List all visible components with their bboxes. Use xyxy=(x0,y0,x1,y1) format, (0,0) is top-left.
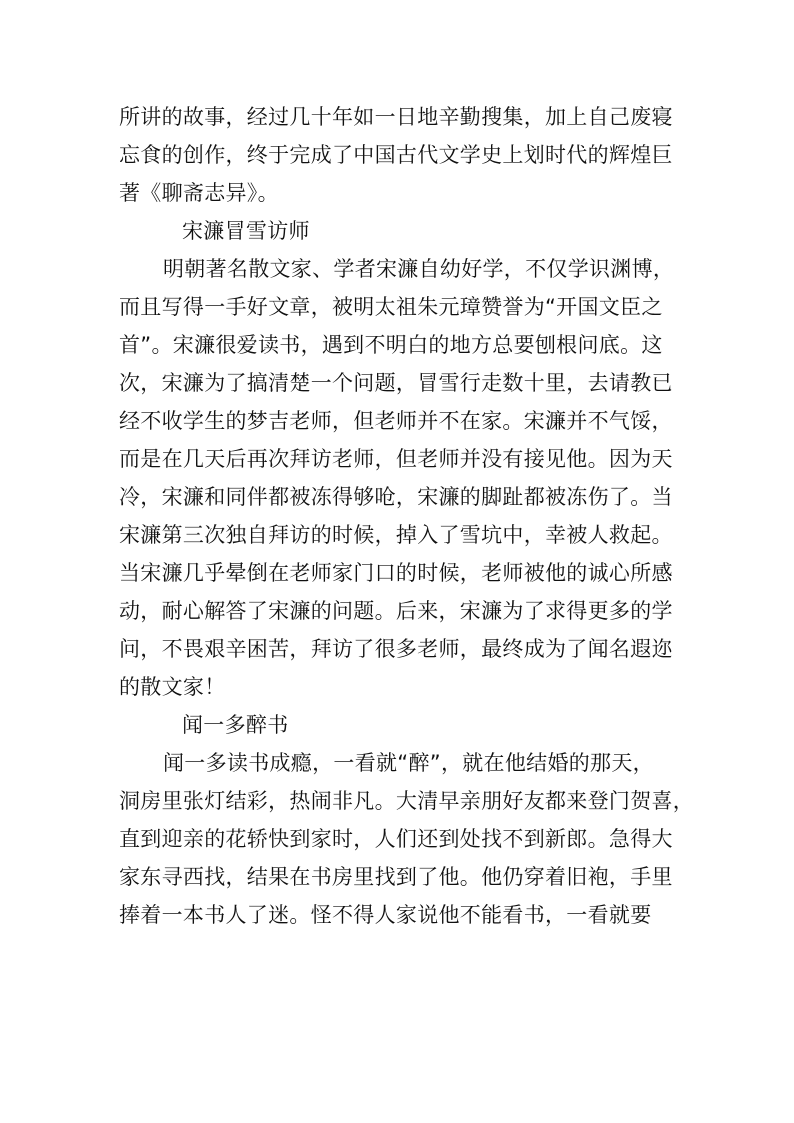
document-text xyxy=(119,98,694,934)
paragraph-line: 冷，宋濂和同伴都被冻得够呛，宋濂的脚趾都被冻伤了。当 xyxy=(119,485,673,509)
paragraph-line: 的散文家！ xyxy=(119,675,226,699)
paragraph-line: 动，耐心解答了宋濂的问题。后来，宋濂为了求得更多的学 xyxy=(119,599,673,623)
paragraph-line: 次，宋濂为了搞清楚一个问题，冒雪行走数十里，去请教已 xyxy=(119,371,673,395)
paragraph-line: 洞房里张灯结彩，热闹非凡。大清早亲朋好友都来登门贺喜， xyxy=(119,789,695,813)
paragraph-line: 捧着一本书人了迷。怪不得人家说他不能看书，一看就要 xyxy=(119,903,652,927)
paragraph-line: 而且写得一手好文章，被明太祖朱元璋赞誉为“开国文臣之 xyxy=(119,295,663,319)
paragraph-line: 宋濂第三次独自拜访的时候，掉入了雪坑中，幸被人救起。 xyxy=(119,523,673,547)
paragraph-line: 明朝著名散文家、学者宋濂自幼好学，不仅学识渊博， xyxy=(163,257,675,281)
paragraph-line: 问，不畏艰辛困苦，拜访了很多老师，最终成为了闻名遐迩 xyxy=(119,637,673,661)
section-title: 宋濂冒雪访师 xyxy=(182,219,310,243)
paragraph-line: 经不收学生的梦吉老师，但老师并不在家。宋濂并不气馁， xyxy=(119,409,673,433)
paragraph-line: 首”。宋濂很爱读书，遇到不明白的地方总要刨根问底。这 xyxy=(119,333,663,357)
paragraph-line: 家东寻西找，结果在书房里找到了他。他仍穿着旧袍，手里 xyxy=(119,865,673,889)
section-title: 闻一多醉书 xyxy=(182,713,289,737)
paragraph-line: 忘食的创作，终于完成了中国古代文学史上划时代的辉煌巨 xyxy=(119,143,673,167)
paragraph-line: 闻一多读书成瘾，一看就“醉”，就在他结婚的那天， xyxy=(163,751,654,775)
paragraph-line: 而是在几天后再次拜访老师，但老师并没有接见他。因为天 xyxy=(119,447,673,471)
paragraph-line: 著《聊斋志异》。 xyxy=(119,181,279,205)
paragraph-line: 所讲的故事，经过几十年如一日地辛勤搜集，加上自己废寝 xyxy=(119,105,673,129)
paragraph-line: 当宋濂几乎晕倒在老师家门口的时候，老师被他的诚心所感 xyxy=(119,561,673,585)
paragraph-line: 直到迎亲的花轿快到家时，人们还到处找不到新郎。急得大 xyxy=(119,827,673,851)
